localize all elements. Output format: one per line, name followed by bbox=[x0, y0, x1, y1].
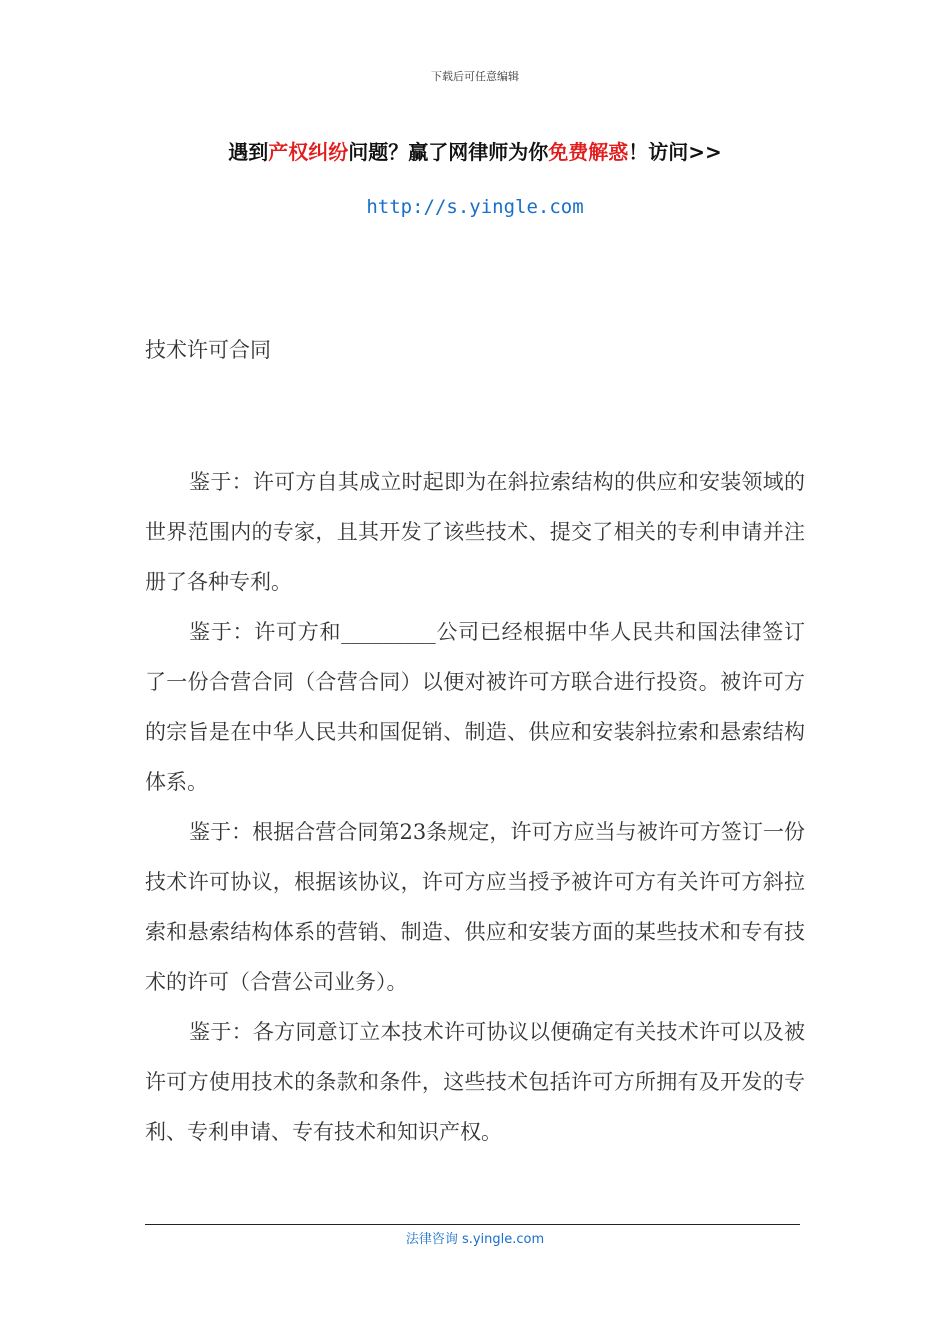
paragraph-3: 鉴于：根据合营合同第23条规定，许可方应当与被许可方签订一份技术许可协议，根据该协议，许可方应当授予被许可方有关许可方斜拉索和悬索结构体系的营销、制造、供应和安装方面的某些技术和专有技术的许可（合营公司业务）。 bbox=[145, 820, 805, 994]
promo-banner[interactable] bbox=[0, 136, 950, 165]
paragraph-2: 鉴于：许可方和_________公司已经根据中华人民共和国法律签订了一份合营合同（合营合同）以便对被许可方联合进行投资。被许可方的宗旨是在中华人民共和国促销、制造、供应和安装斜拉索和悬索结构体系。 bbox=[145, 620, 805, 794]
document-title: 技术许可合同 bbox=[145, 338, 271, 362]
footer-divider bbox=[145, 1224, 800, 1225]
header-note: 下载后可任意编辑 bbox=[431, 70, 519, 83]
promo-highlight-2: 免费解惑 bbox=[548, 140, 629, 164]
promo-highlight-1: 产权纠纷 bbox=[268, 140, 349, 164]
promo-text-1: 遇到 bbox=[228, 140, 269, 164]
promo-link[interactable]: http://s.yingle.com bbox=[366, 196, 584, 218]
paragraph-1: 鉴于：许可方自其成立时起即为在斜拉索结构的供应和安装领域的世界范围内的专家，且其开发了该些技术、提交了相关的专利申请并注册了各种专利。 bbox=[145, 470, 805, 594]
document-body bbox=[145, 457, 805, 1157]
promo-text-3: ！访问>> bbox=[628, 140, 722, 164]
paragraph-4: 鉴于：各方同意订立本技术许可协议以便确定有关技术许可以及被许可方使用技术的条款和条件，这些技术包括许可方所拥有及开发的专利、专利申请、专有技术和知识产权。 bbox=[145, 1020, 805, 1144]
footer-link[interactable]: 法律咨询 s.yingle.com bbox=[405, 1232, 545, 1247]
promo-text-2: 问题？赢了网律师为你 bbox=[348, 140, 549, 164]
